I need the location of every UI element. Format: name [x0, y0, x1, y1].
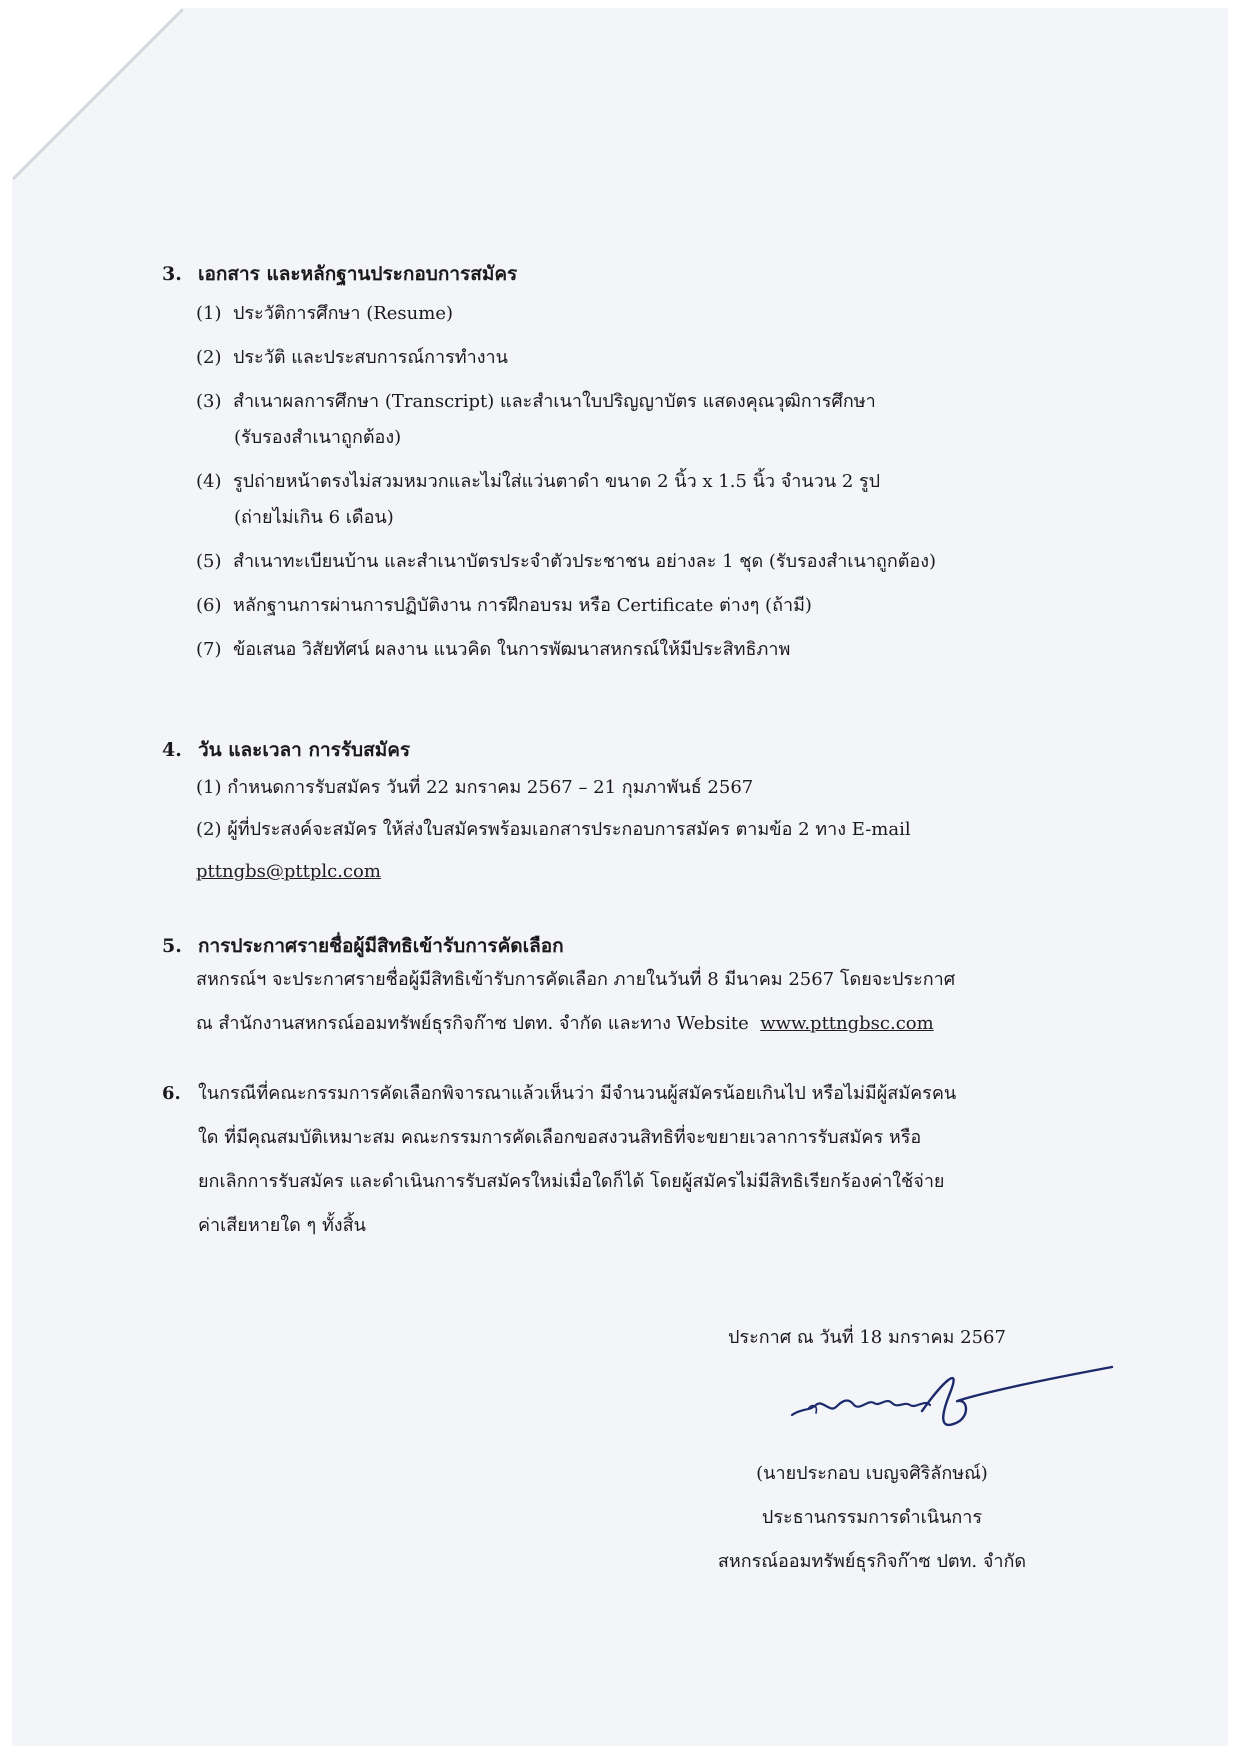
document-page — [12, 8, 1228, 1746]
section-number: 5. — [162, 935, 182, 957]
list-item: (1) กำหนดการรับสมัคร วันที่ 22 มกราคม 2567 – 21 กุมภาพันธ์ 2567 — [196, 777, 754, 798]
item-label: (5) — [196, 551, 222, 572]
item-text: ประวัติการศึกษา (Resume) — [232, 303, 454, 324]
list-item — [162, 592, 1122, 636]
item-continuation: (รับรองสำเนาถูกต้อง) — [234, 427, 402, 448]
list-item — [162, 468, 1122, 504]
email-link[interactable]: pttngbs@pttplc.com — [196, 861, 381, 882]
signature-block — [652, 1452, 1092, 1584]
website-link[interactable]: www.pttngbsc.com — [760, 1013, 934, 1034]
list-item — [162, 388, 1122, 424]
signatory-organization: สหกรณ์ออมทรัพย์ธุรกิจก๊าซ ปตท. จำกัด — [717, 1551, 1027, 1572]
section-number: 3. — [162, 263, 182, 285]
paragraph-line: สหกรณ์ฯ จะประกาศรายชื่อผู้มีสิทธิเข้ารับการคัดเลือก ภายในวันที่ 8 มีนาคม 2567 โดยจะประกาศ — [196, 969, 956, 990]
section-heading — [162, 736, 1122, 764]
item-label: (1) — [196, 303, 222, 324]
item-label: (7) — [196, 639, 222, 660]
item-text: ประวัติ และประสบการณ์การทำงาน — [232, 347, 508, 368]
item-label: (2) — [196, 347, 222, 368]
section-heading — [162, 1080, 1122, 1124]
list-item: (2) ผู้ที่ประสงค์จะสมัคร ให้ส่งใบสมัครพร้อมเอกสารประกอบการสมัคร ตามข้อ 2 ทาง E-mail — [196, 819, 911, 840]
announcement-date: ประกาศ ณ วันที่ 18 มกราคม 2567 — [728, 1327, 1006, 1348]
item-label: (3) — [196, 391, 222, 412]
section-4 — [162, 736, 1122, 894]
document-content — [12, 8, 1228, 1746]
item-label: (4) — [196, 471, 222, 492]
list-item — [162, 636, 1122, 680]
paragraph-line: ในกรณีที่คณะกรรมการคัดเลือกพิจารณาแล้วเห็นว่า มีจำนวนผู้สมัครน้อยเกินไป หรือไม่มีผู้สมัครคน — [198, 1083, 957, 1104]
list-item — [162, 300, 1122, 344]
section-heading — [162, 260, 1122, 288]
signature-image — [772, 1353, 1132, 1443]
item-text: ข้อเสนอ วิสัยทัศน์ ผลงาน แนวคิด ในการพัฒนาสหกรณ์ให้มีประสิทธิภาพ — [232, 639, 791, 660]
paragraph-line: ยกเลิกการรับสมัคร และดำเนินการรับสมัครใหม่เมื่อใดก็ได้ โดยผู้สมัครไม่มีสิทธิเรียกร้องค่าใช้จ่าย — [198, 1171, 945, 1192]
paragraph-line — [162, 1010, 1122, 1046]
paragraph-text: ณ สำนักงานสหกรณ์ออมทรัพย์ธุรกิจก๊าซ ปตท. จำกัด และทาง Website — [196, 1013, 749, 1034]
section-3 — [162, 260, 1122, 680]
item-text: สำเนาทะเบียนบ้าน และสำเนาบัตรประจำตัวประชาชน อย่างละ 1 ชุด (รับรองสำเนาถูกต้อง) — [232, 551, 937, 572]
list-item — [162, 548, 1122, 592]
item-text: หลักฐานการผ่านการปฏิบัติงาน การฝึกอบรม หรือ Certificate ต่างๆ (ถ้ามี) — [232, 595, 812, 616]
signatory-position: ประธานกรรมการดำเนินการ — [761, 1507, 983, 1528]
section-number: 6. — [162, 1083, 181, 1104]
list-item — [162, 344, 1122, 388]
item-label: (6) — [196, 595, 222, 616]
item-text: รูปถ่ายหน้าตรงไม่สวมหมวกและไม่ใส่แว่นตาดำ ขนาด 2 นิ้ว x 1.5 นิ้ว จำนวน 2 รูป — [232, 471, 881, 492]
item-continuation: (ถ่ายไม่เกิน 6 เดือน) — [234, 507, 394, 528]
paragraph-line: ค่าเสียหายใด ๆ ทั้งสิ้น — [198, 1215, 366, 1236]
section-title: เอกสาร และหลักฐานประกอบการสมัคร — [198, 263, 518, 285]
paragraph-line: ใด ที่มีคุณสมบัติเหมาะสม คณะกรรมการคัดเลือกขอสงวนสิทธิที่จะขยายเวลาการรับสมัคร หรือ — [198, 1127, 922, 1148]
email-line — [162, 858, 1122, 894]
section-number: 4. — [162, 739, 182, 761]
section-title: การประกาศรายชื่อผู้มีสิทธิเข้ารับการคัดเลือก — [198, 935, 564, 957]
section-6 — [162, 1080, 1122, 1256]
section-5 — [162, 932, 1122, 1046]
section-title: วัน และเวลา การรับสมัคร — [198, 739, 411, 761]
item-text: สำเนาผลการศึกษา (Transcript) และสำเนาใบปริญญาบัตร แสดงคุณวุฒิการศึกษา — [232, 391, 876, 412]
section-heading — [162, 932, 1122, 960]
signatory-name: (นายประกอบ เบญจศิริลักษณ์) — [756, 1463, 988, 1484]
